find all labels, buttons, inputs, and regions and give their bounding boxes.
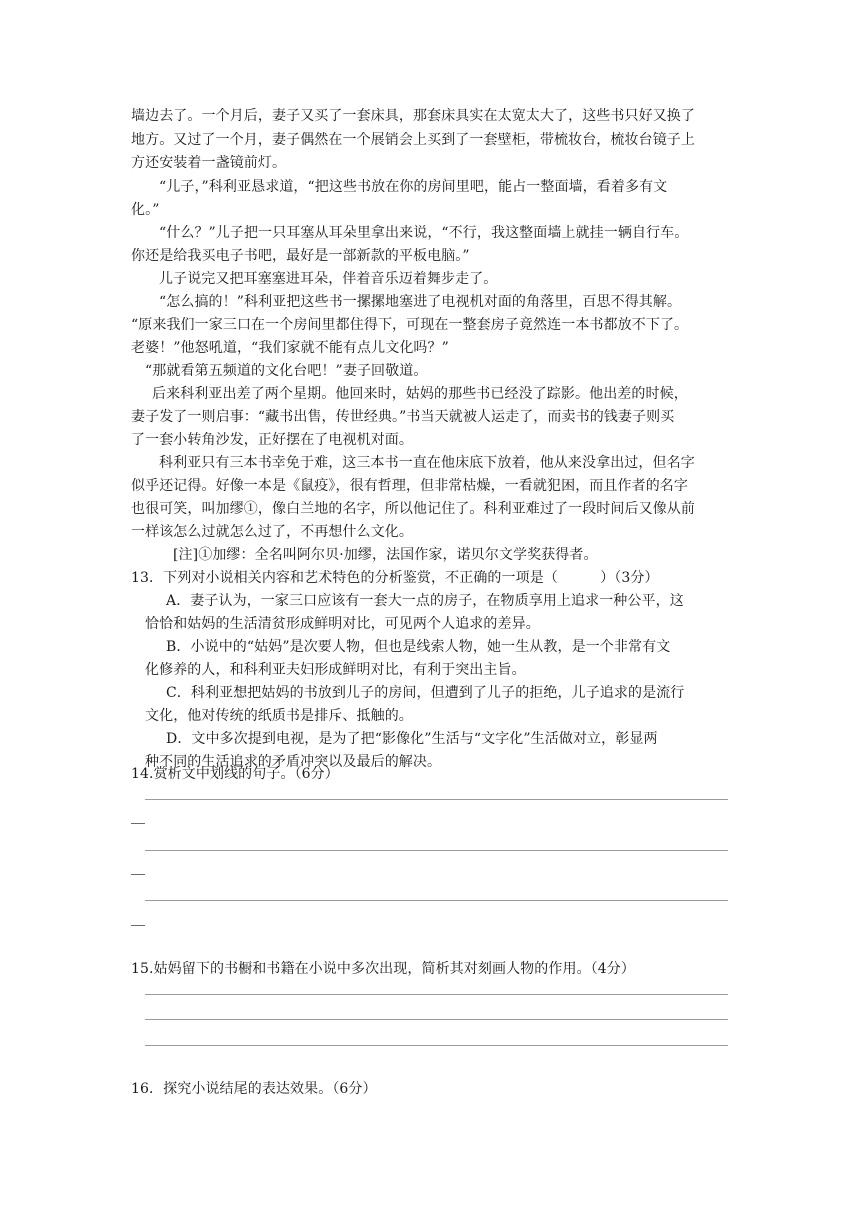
story-line: “儿子，”科利亚恳求道，“把这些书放在你的房间里吧，能占一整面墙，看着多有文 [159, 179, 668, 195]
option-c: C．科利亚想把姑妈的书放到儿子的房间，但遭到了儿子的拒绝，儿子追求的是流行 [166, 685, 685, 701]
answer-line[interactable] [145, 900, 728, 901]
story-line: 方还安装着一盏镜前灯。 [131, 155, 287, 171]
option-d: 种不同的生活追求的矛盾冲突以及最后的解决。 [145, 754, 442, 770]
story-line: 科利亚只有三本书幸免于难，这三本书一直在他床底下放着，他从来没拿出过，但名字 [159, 455, 695, 471]
answer-line-tail [131, 925, 145, 926]
answer-line[interactable] [145, 1019, 728, 1020]
story-line: 一样该怎么过就怎么过了，不再想什么文化。 [131, 524, 413, 540]
story-line: 也很可笑，叫加缪①，像白兰地的名字，所以他记住了。科利亚难过了一段时间后又像从前 [131, 501, 695, 517]
story-line: 你还是给我买电子书吧，最好是一部新款的平板电脑。” [131, 248, 470, 264]
question-14-stem: 14.赏析文中划线的句子。（6分） [131, 766, 339, 782]
story-line: 墙边去了。一个月后，妻子又买了一套床具，那套床具实在太宽太大了，这些书只好又换了 [131, 108, 695, 124]
story-line: 了一套小转角沙发，正好摆在了电视机对面。 [131, 432, 413, 448]
story-line: 儿子说完又把耳塞塞进耳朵，伴着音乐迈着舞步走了。 [159, 271, 498, 287]
story-line: 老婆！”他怒吼道，“我们家就不能有点儿文化吗？” [131, 340, 449, 356]
answer-line[interactable] [145, 850, 728, 851]
footnote: [注]①加缪：全名叫阿尔贝·加缪，法国作家，诺贝尔文学奖获得者。 [173, 547, 598, 563]
option-b: 化修养的人，和科利亚夫妇形成鲜明对比，有利于突出主旨。 [145, 662, 526, 678]
story-line: “怎么搞的！”科利亚把这些书一摞摞地塞进了电视机对面的角落里，百思不得其解。 [159, 294, 682, 310]
option-a: A．妻子认为，一家三口应该有一套大一点的房子，在物质享用上追求一种公平，这 [166, 593, 684, 609]
answer-line[interactable] [145, 1045, 728, 1046]
answer-line[interactable] [145, 994, 728, 995]
story-line: “什么？”儿子把一只耳塞从耳朵里拿出来说，“不行，我这整面墙上就挂一辆自行车。 [159, 225, 689, 241]
story-line: “原来我们一家三口在一个房间里都住得下，可现在一整套房子竟然连一本书都放不下了。 [131, 317, 689, 333]
option-d: D．文中多次提到电视，是为了把“影像化”生活与“文字化”生活做对立，彰显两 [166, 731, 658, 747]
answer-line-tail [131, 823, 145, 824]
story-line: 化。” [131, 202, 160, 218]
option-a: 恰恰和姑妈的生活清贫形成鲜明对比，可见两个人追求的差异。 [145, 616, 540, 632]
answer-line-tail [131, 874, 145, 875]
story-line: 地方。又过了一个月，妻子偶然在一个展销会上买到了一套壁柜，带梳妆台，梳妆台镜子上 [131, 132, 695, 148]
story-line: 似乎还记得。好像一本是《鼠疫》，很有哲理，但非常枯燥，一看就犯困，而且作者的名字 [131, 478, 688, 494]
question-13-stem: 13．下列对小说相关内容和艺术特色的分析鉴赏，不正确的一项是（ ）（3分） [131, 570, 659, 586]
story-line: 妻子发了一则启事：“藏书出售，传世经典。”书当天就被人运走了，而卖书的钱妻子则买 [131, 409, 675, 425]
question-16-stem: 16．探究小说结尾的表达效果。（6分） [131, 1081, 377, 1097]
story-line: “那就看第五频道的文化台吧！”妻子回敬道。 [145, 363, 428, 379]
option-b: B．小说中的“姑妈”是次要人物，但也是线索人物，她一生从教，是一个非常有文 [166, 639, 671, 655]
question-15-stem: 15.姑妈留下的书橱和书籍在小说中多次出现，简析其对刻画人物的作用。（4分） [131, 961, 635, 977]
answer-line[interactable] [145, 799, 728, 800]
story-line: 后来科利亚出差了两个星期。他回来时，姑妈的那些书已经没了踪影。他出差的时候， [152, 386, 688, 402]
option-c: 文化，他对传统的纸质书是排斥、抵触的。 [145, 708, 413, 724]
